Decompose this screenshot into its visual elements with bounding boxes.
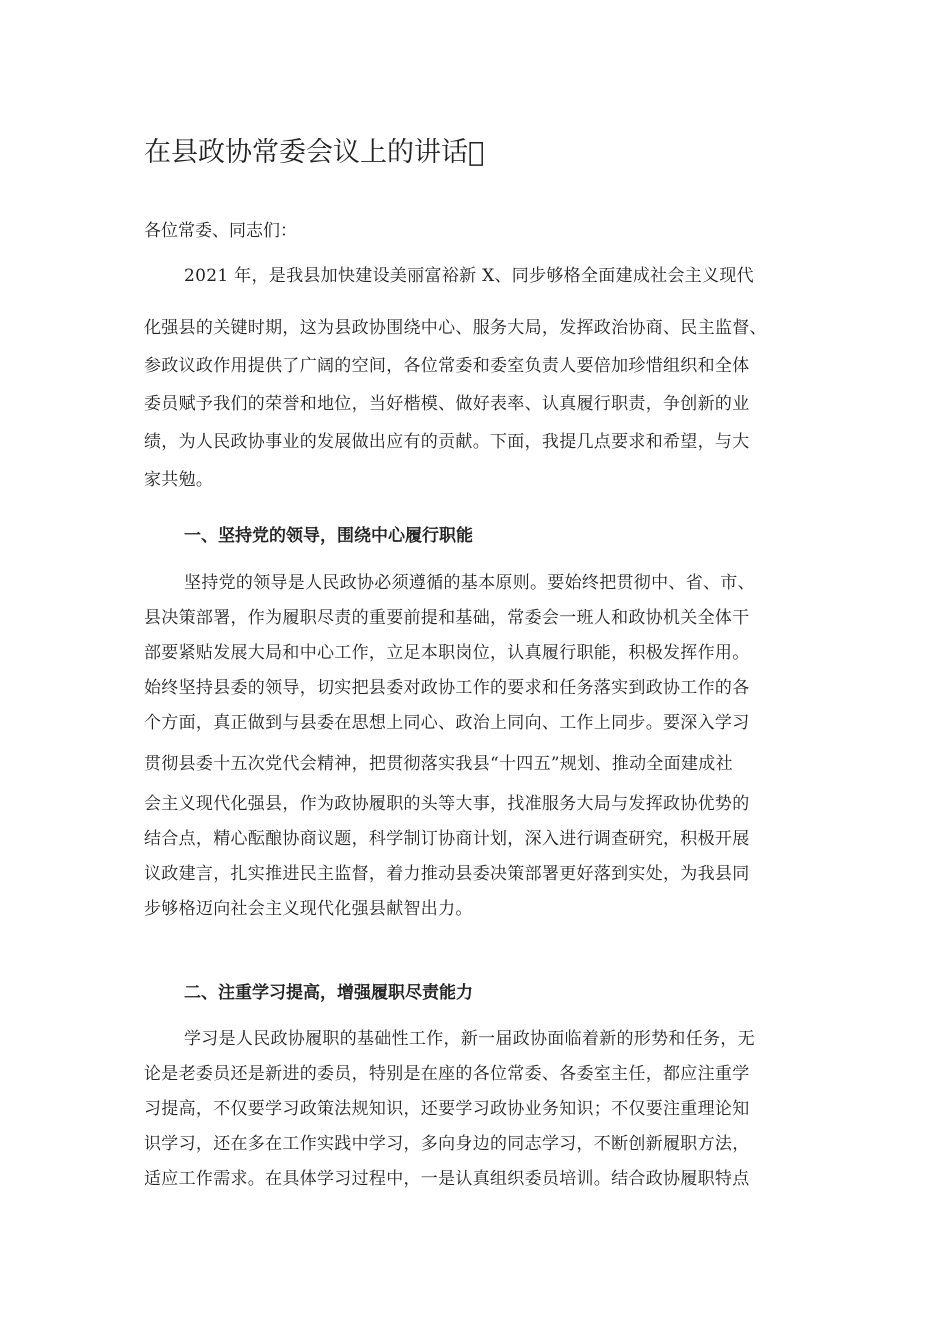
paragraph-line: 绩，为人民政协事业的发展做出应有的贡献。下面，我提几点要求和希望，与大 [144,432,750,452]
title-suffix-glyph: 􏰁 [468,137,485,168]
paragraph-line: 委员赋予我们的荣誉和地位，当好楷模、做好表率、认真履行职责，争创新的业 [144,394,750,414]
paragraph-line: 部要紧贴发展大局和中心工作，立足本职岗位，认真履行职能，积极发挥作用。 [144,643,750,663]
salutation: 各位常委、同志们： [144,221,297,241]
paragraph-line: 识学习，还在多在工作实践中学习，多向身边的同志学习，不断创新履职方法， [144,1134,750,1154]
paragraph-line: 步够格迈向社会主义现代化强县献智出力。 [144,899,473,919]
paragraph-line: 议政建言，扎实推进民主监督，着力推动县委决策部署更好落到实处，为我县同 [144,864,750,884]
section-heading-1: 一、坚持党的领导，围绕中心履行职能 [184,526,473,546]
paragraph-line: 坚持党的领导是人民政协必须遵循的基本原则。要始终把贯彻中、省、市、 [184,573,755,593]
paragraph-line: 结合点，精心酝酿协商议题，科学制订协商计划，深入进行调查研究，积极开展 [144,829,750,849]
paragraph-line: 参政议政作用提供了广阔的空间，各位常委和委室负责人要倍加珍惜组织和全体 [144,356,750,376]
title-text: 在县政协常委会议上的讲话 [144,137,468,168]
document-title [144,130,484,169]
paragraph-line: 化强县的关键时期，这为县政协围绕中心、服务大局，发挥政治协商、民主监督、 [144,318,767,338]
paragraph-line: 论是老委员还是新进的委员，特别是在座的各位常委、各委室主任，都应注重学 [144,1064,750,1084]
paragraph-line: 2021 年，是我县加快建设美丽富裕新 X、同步够格全面建成社会主义现代 [184,266,754,286]
paragraph-line: 家共勉。 [144,470,214,490]
paragraph-line: 学习是人民政协履职的基础性工作，新一届政协面临着新的形势和任务，无 [184,1029,755,1049]
paragraph-line: 贯彻县委十五次党代会精神，把贯彻落实我县“十四五”规划、推动全面建成社 [144,754,733,774]
paragraph-line: 适应工作需求。在具体学习过程中，一是认真组织委员培训。结合政协履职特点 [144,1169,750,1189]
paragraph-line: 习提高，不仅要学习政策法规知识，还要学习政协业务知识；不仅要注重理论知 [144,1099,750,1119]
paragraph-3 [144,1022,807,1197]
paragraph-line: 会主义现代化强县，作为政协履职的头等大事，找准服务大局与发挥政协优势的 [144,794,750,814]
paragraph-line: 个方面，真正做到与县委在思想上同心、政治上同向、工作上同步。要深入学习 [144,713,750,733]
section-heading-2: 二、注重学习提高，增强履职尽责能力 [184,983,473,1003]
paragraph-line: 县决策部署，作为履职尽责的重要前提和基础，常委会一班人和政协机关全体干 [144,608,750,628]
paragraph-line: 始终坚持县委的领导，切实把县委对政协工作的要求和任务落实到政协工作的各 [144,678,750,698]
paragraph-2 [144,566,807,927]
paragraph-1 [144,259,807,499]
